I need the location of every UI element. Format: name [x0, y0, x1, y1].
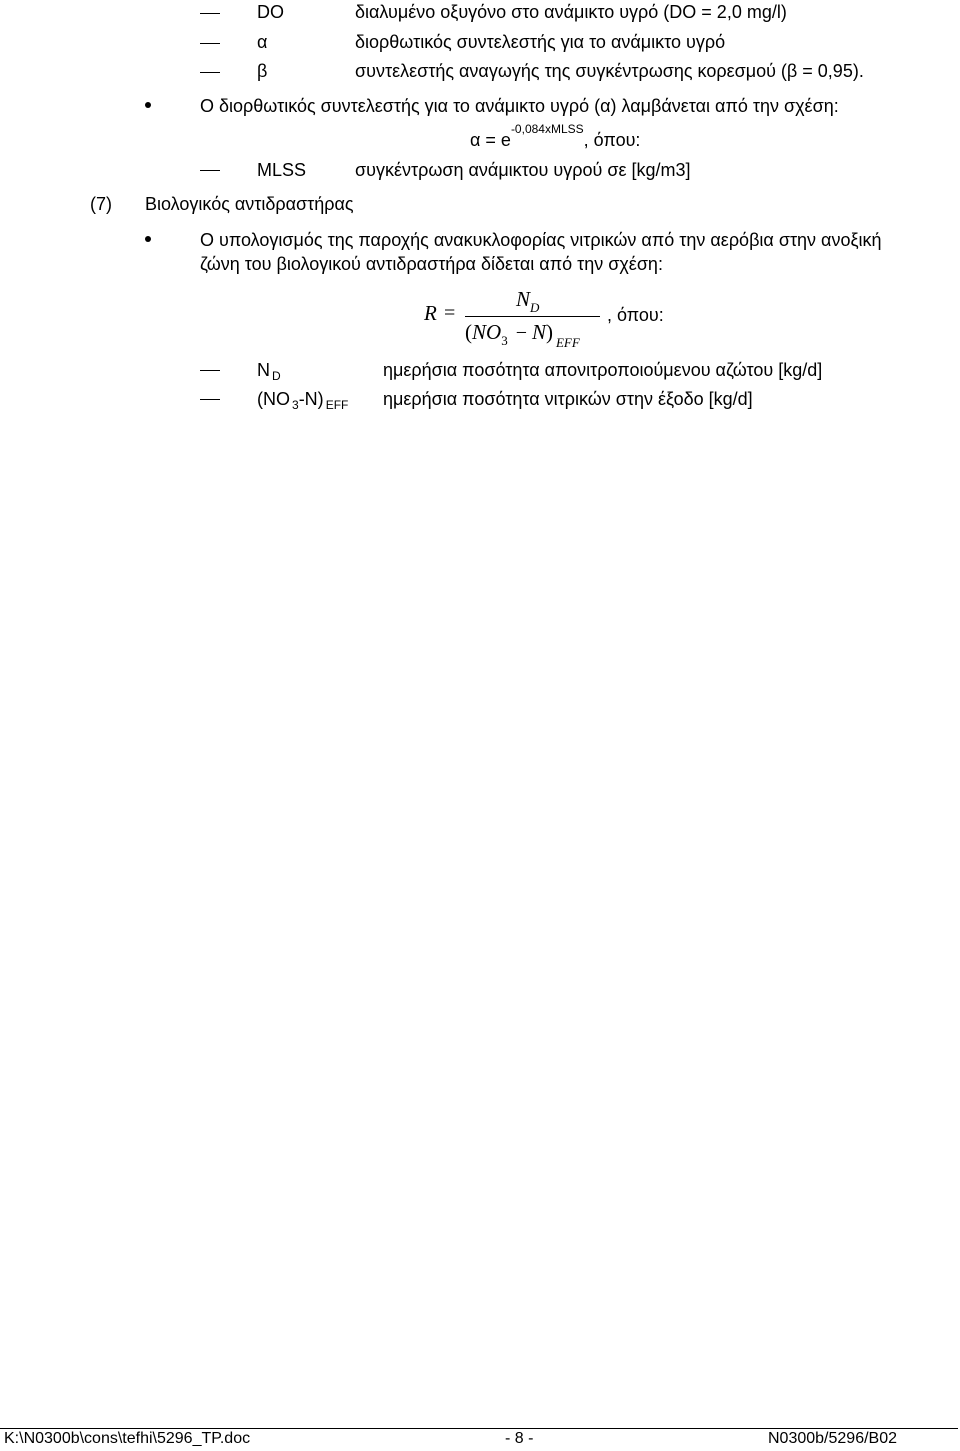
dash-marker — [200, 72, 220, 73]
denominator-sub: EFF — [555, 335, 580, 350]
formula-numerator — [516, 287, 540, 315]
fraction-line — [465, 316, 600, 317]
dash-marker — [200, 43, 220, 44]
definition-text: διαλυμένο οξυγόνο στο ανάμικτο υγρό (DO = 2,0 mg/l) — [355, 2, 787, 22]
dash-marker — [200, 170, 220, 171]
denominator-close: ) — [545, 320, 553, 344]
section-title: Βιολογικός αντιδραστήρας — [145, 194, 354, 214]
symbol-n: N — [257, 360, 270, 380]
definition-symbol: MLSS — [257, 160, 307, 180]
formula-suffix: , όπου: — [583, 130, 641, 150]
symbol-sub-3: 3 — [292, 398, 299, 412]
formula-equals: = — [444, 302, 456, 324]
bullet-marker — [145, 236, 151, 242]
formula-alpha — [470, 122, 641, 150]
denominator-3: 3 — [501, 333, 508, 348]
dash-marker — [200, 370, 220, 371]
denominator-no: NO — [472, 320, 502, 344]
formula-lhs: R — [424, 301, 437, 325]
definition-text: διορθωτικός συντελεστής για το ανάμικτο υγρό — [355, 32, 726, 52]
dash-marker — [200, 13, 220, 14]
definition-symbol — [257, 389, 349, 412]
definition-symbol: DO — [257, 2, 284, 22]
bullet-marker — [145, 102, 151, 108]
formula-suffix: , όπου: — [607, 305, 664, 325]
footer-path: K:\N0300b\cons\tefhi\5296_TP.doc — [4, 1430, 251, 1447]
bullet-text-line1: Ο υπολογισμός της παροχής ανακυκλοφορίας νιτρικών από την αερόβια στην ανοξική — [200, 230, 882, 250]
denominator-minus: − — [515, 322, 527, 344]
section-number: (7) — [90, 194, 112, 214]
numerator-sub: D — [530, 300, 540, 315]
footer-rule — [0, 1428, 958, 1429]
definition-text: ημερήσια ποσότητα απονιτροποιούμενου αζώτου [kg/d] — [383, 360, 823, 380]
symbol-sub-eff: EFF — [325, 398, 349, 412]
definition-symbol: β — [257, 61, 268, 81]
bullet-text-line2: ζώνη του βιολογικού αντιδραστήρα δίδεται από την σχέση: — [200, 254, 663, 274]
denominator-n: N — [531, 320, 546, 344]
numerator-n: N — [516, 287, 531, 311]
symbol-sub: D — [272, 369, 281, 383]
definition-text: συγκέντρωση ανάμικτου υγρού σε [kg/m3] — [355, 160, 691, 180]
formula-denominator — [465, 320, 580, 350]
definition-text: συντελεστής αναγωγής της συγκέντρωσης κορεσμού (β = 0,95). — [355, 61, 864, 81]
definition-symbol — [257, 360, 281, 383]
definition-text: ημερήσια ποσότητα νιτρικών στην έξοδο [kg/d] — [383, 389, 753, 409]
symbol-part-a: (NO — [257, 389, 290, 409]
footer-page-number: - 8 - — [505, 1430, 534, 1447]
formula-exponent: -0,084xMLSS — [510, 122, 584, 136]
dash-marker — [200, 399, 220, 400]
footer-doc-code: N0300b/5296/B02 — [768, 1430, 897, 1447]
formula-base: α = e — [470, 130, 511, 150]
symbol-part-b: -N) — [298, 389, 324, 409]
definition-symbol: α — [257, 32, 268, 52]
denominator-open: ( — [465, 320, 472, 344]
bullet-text: Ο διορθωτικός συντελεστής για το ανάμικτο υγρό (α) λαμβάνεται από την σχέση: — [200, 96, 839, 116]
